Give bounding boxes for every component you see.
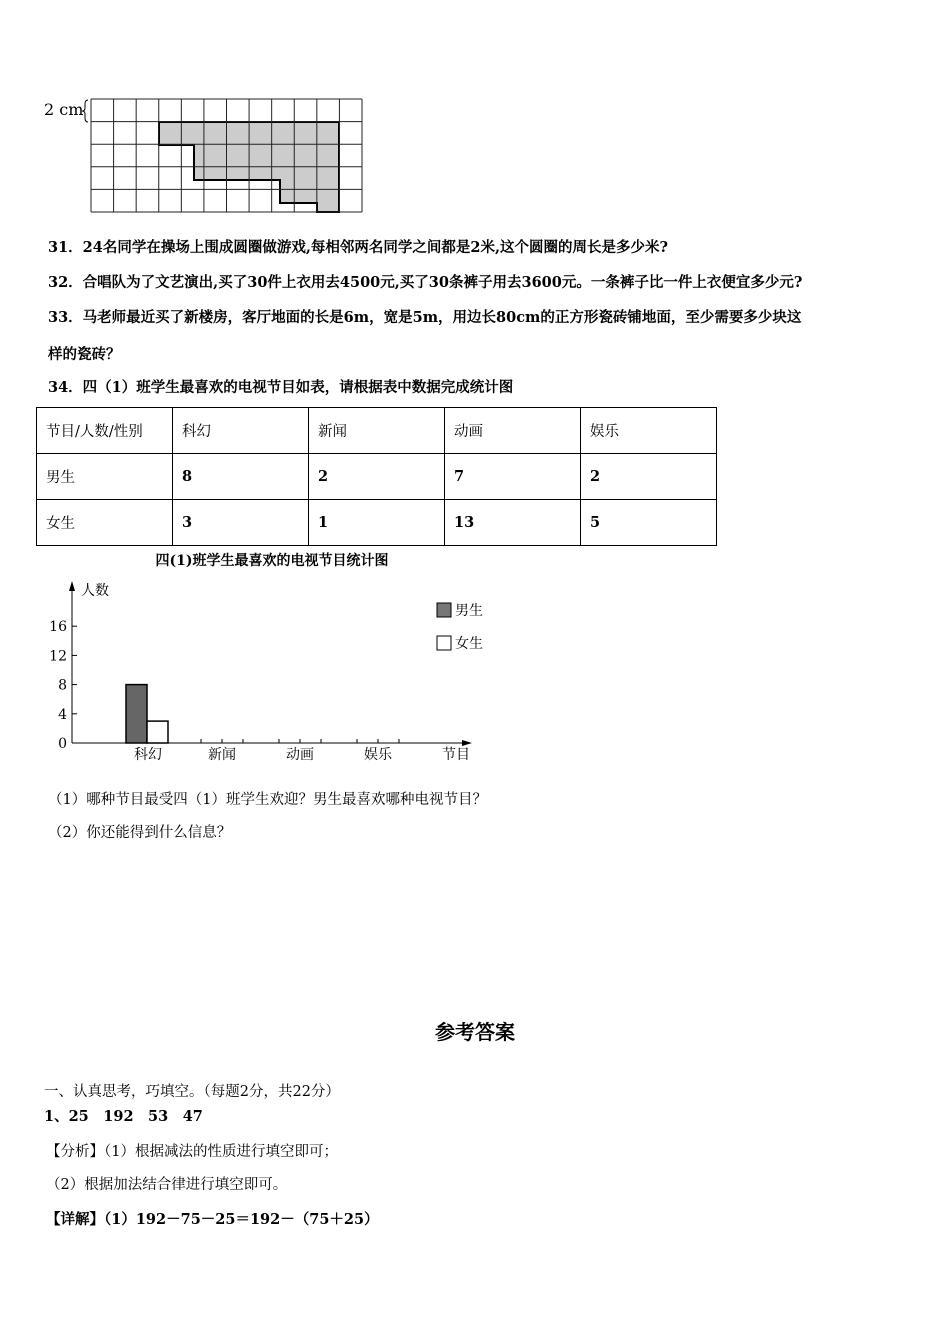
y-tick-label: 4 — [58, 706, 67, 723]
x-axis-label: 节目 — [442, 747, 470, 763]
table-cell: 7 — [445, 454, 581, 500]
y-tick-label: 16 — [49, 619, 67, 636]
table-header-row — [37, 408, 717, 454]
table-cell: 5 — [581, 500, 717, 546]
table-cell: 1 — [309, 500, 445, 546]
chart-title: 四(1)班学生最喜欢的电视节目统计图 — [155, 553, 389, 569]
bar-female — [147, 721, 168, 743]
y-axis-arrow — [69, 581, 75, 591]
legend-label-male: 男生 — [455, 603, 483, 619]
bar-chart — [0, 545, 520, 775]
question-31: 31．24名同学在操场上围成圆圈做游戏,每相邻两名同学之间都是2米,这个圆圈的周长是多少米? — [48, 239, 669, 256]
table-cell: 新闻 — [309, 408, 445, 454]
table-cell: 男生 — [37, 454, 173, 500]
table-cell: 动画 — [445, 408, 581, 454]
subquestion-2: （2）你还能得到什么信息？ — [48, 825, 232, 841]
table-cell: 2 — [309, 454, 445, 500]
x-tick-label: 动画 — [286, 747, 314, 763]
question-34: 34．四（1）班学生最喜欢的电视节目如表，请根据表中数据完成统计图 — [48, 379, 514, 396]
table-cell: 8 — [173, 454, 309, 500]
bar-male — [126, 685, 147, 743]
y-tick-label: 12 — [49, 648, 67, 665]
y-tick-label: 0 — [58, 736, 67, 752]
analysis-1: 【分析】（1）根据减法的性质进行填空即可； — [46, 1144, 338, 1160]
table-cell: 女生 — [37, 500, 173, 546]
y-axis-label: 人数 — [81, 583, 109, 599]
analysis-2: （2）根据加法结合律进行填空即可。 — [46, 1177, 288, 1193]
legend-swatch-male — [437, 603, 451, 617]
table-row — [37, 454, 717, 500]
table-cell: 节目/人数/性别 — [37, 408, 173, 454]
x-axis-arrow — [462, 740, 472, 746]
subquestion-1: （1）哪种节目最受四（1）班学生欢迎？男生最喜欢哪种电视节目？ — [48, 792, 487, 808]
question-33: 33．马老师最近买了新楼房，客厅地面的长是6m，宽是5m，用边长80cm的正方形瓷砖铺地面，至少需要多少块这 — [48, 309, 802, 326]
x-tick-label: 娱乐 — [364, 747, 392, 763]
x-tick-label: 科幻 — [134, 747, 162, 763]
question-32: 32．合唱队为了文艺演出,买了30件上衣用去4500元,买了30条裤子用去3600元。一条裤子比一件上衣便宜多少元? — [48, 274, 803, 291]
y-tick-label: 8 — [58, 677, 67, 694]
table-cell: 科幻 — [173, 408, 309, 454]
table-row — [37, 500, 717, 546]
answers-title: 参考答案 — [435, 1020, 515, 1044]
answer-1: 1、25 192 53 47 — [44, 1108, 203, 1125]
figure-label: 2 cm — [44, 100, 84, 119]
table-cell: 13 — [445, 500, 581, 546]
detail: 【详解】（1）192－75－25＝192－（75＋25） — [46, 1211, 379, 1228]
table-cell: 2 — [581, 454, 717, 500]
legend-label-female: 女生 — [455, 636, 483, 652]
data-table — [36, 407, 717, 546]
question-33-cont: 样的瓷砖？ — [48, 346, 121, 363]
answers-section: 一、认真思考，巧填空。（每题2分，共22分） — [44, 1084, 340, 1100]
grid-figure — [0, 0, 950, 230]
table-cell: 3 — [173, 500, 309, 546]
legend-swatch-female — [437, 636, 451, 650]
x-tick-label: 新闻 — [208, 747, 236, 763]
table-cell: 娱乐 — [581, 408, 717, 454]
